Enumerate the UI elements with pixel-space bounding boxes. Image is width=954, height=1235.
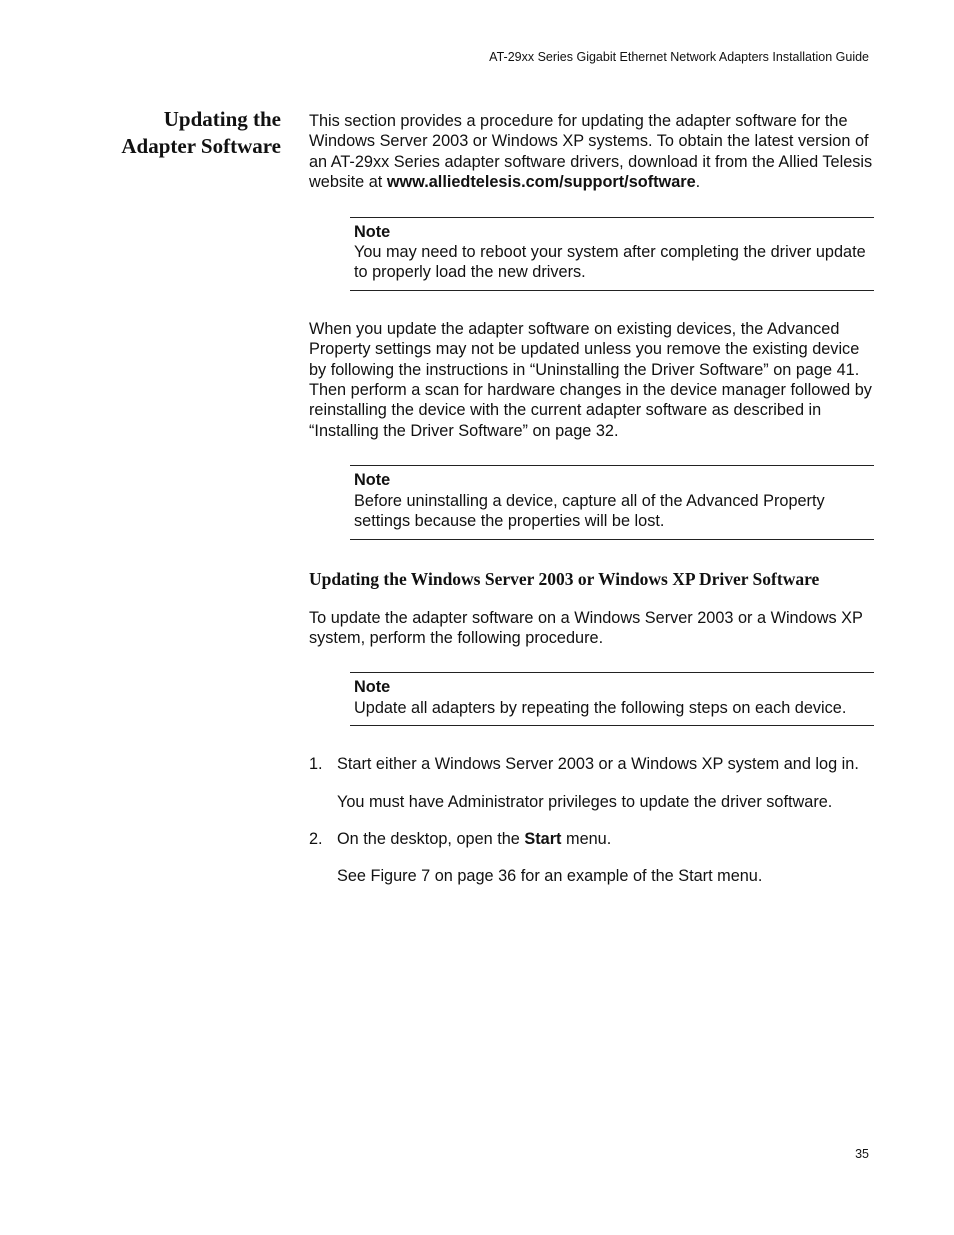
note-text: Before uninstalling a device, capture all of the Advanced Property settings because the properties will be lost. [354, 491, 825, 531]
main-content [309, 111, 874, 904]
note-title: Note [354, 222, 391, 241]
step-2-note: See Figure 7 on page 36 for an example of the Start menu. [337, 867, 763, 886]
step-number: 1. [309, 755, 323, 774]
note-title: Note [354, 678, 391, 697]
section-heading-line1: Updating the [163, 107, 281, 131]
section-heading-line2: Adapter Software [121, 134, 281, 158]
intro-text: This section provides a procedure for updating the adapter software for the Windows Server 2003 or Windows XP systems. To obtain the latest version of an AT-29xx Series adapter software drivers, download it from the Allied Telesis website at [309, 112, 873, 192]
note-title: Note [354, 471, 391, 490]
subsection-heading: Updating the Windows Server 2003 or Windows XP Driver Software [309, 568, 820, 589]
intro-paragraph [309, 111, 874, 193]
note-reboot [350, 217, 874, 291]
step-text: Start either a Windows Server 2003 or a Windows XP system and log in. [337, 755, 859, 774]
intro-end: . [695, 173, 701, 192]
note-text: Update all adapters by repeating the following steps on each device. [354, 698, 847, 717]
step-2 [309, 829, 874, 849]
start-menu-term: Start [524, 829, 562, 848]
step-1 [309, 754, 874, 774]
page-number: 35 [855, 1147, 869, 1161]
note-capture-settings [350, 465, 874, 539]
step-number: 2. [309, 829, 323, 848]
running-header: AT-29xx Series Gigabit Ethernet Network Adapters Installation Guide [489, 50, 869, 64]
step-text-after: menu. [561, 829, 612, 848]
procedure-intro-paragraph: To update the adapter software on a Windows Server 2003 or a Windows XP system, perform the following procedure. [309, 608, 863, 647]
support-website-link[interactable]: www.alliedtelesis.com/support/software [386, 173, 696, 192]
note-update-all [350, 672, 874, 726]
step-1-note: You must have Administrator privileges to update the driver software. [337, 792, 833, 811]
note-text: You may need to reboot your system after completing the driver update to properly load the new drivers. [354, 243, 866, 282]
step-text-before: On the desktop, open the [337, 829, 525, 848]
section-heading [90, 106, 281, 160]
existing-devices-paragraph: When you update the adapter software on existing devices, the Advanced Property settings may not be updated unless you remove the existing device by following the instructions in “Uninstalling the Driver Software” on page 41. Then perform a scan for hardware changes in the device manager followed by reinstalling the device with the current adapter software as described in “Installing the Driver Software” on page 32. [309, 319, 872, 440]
